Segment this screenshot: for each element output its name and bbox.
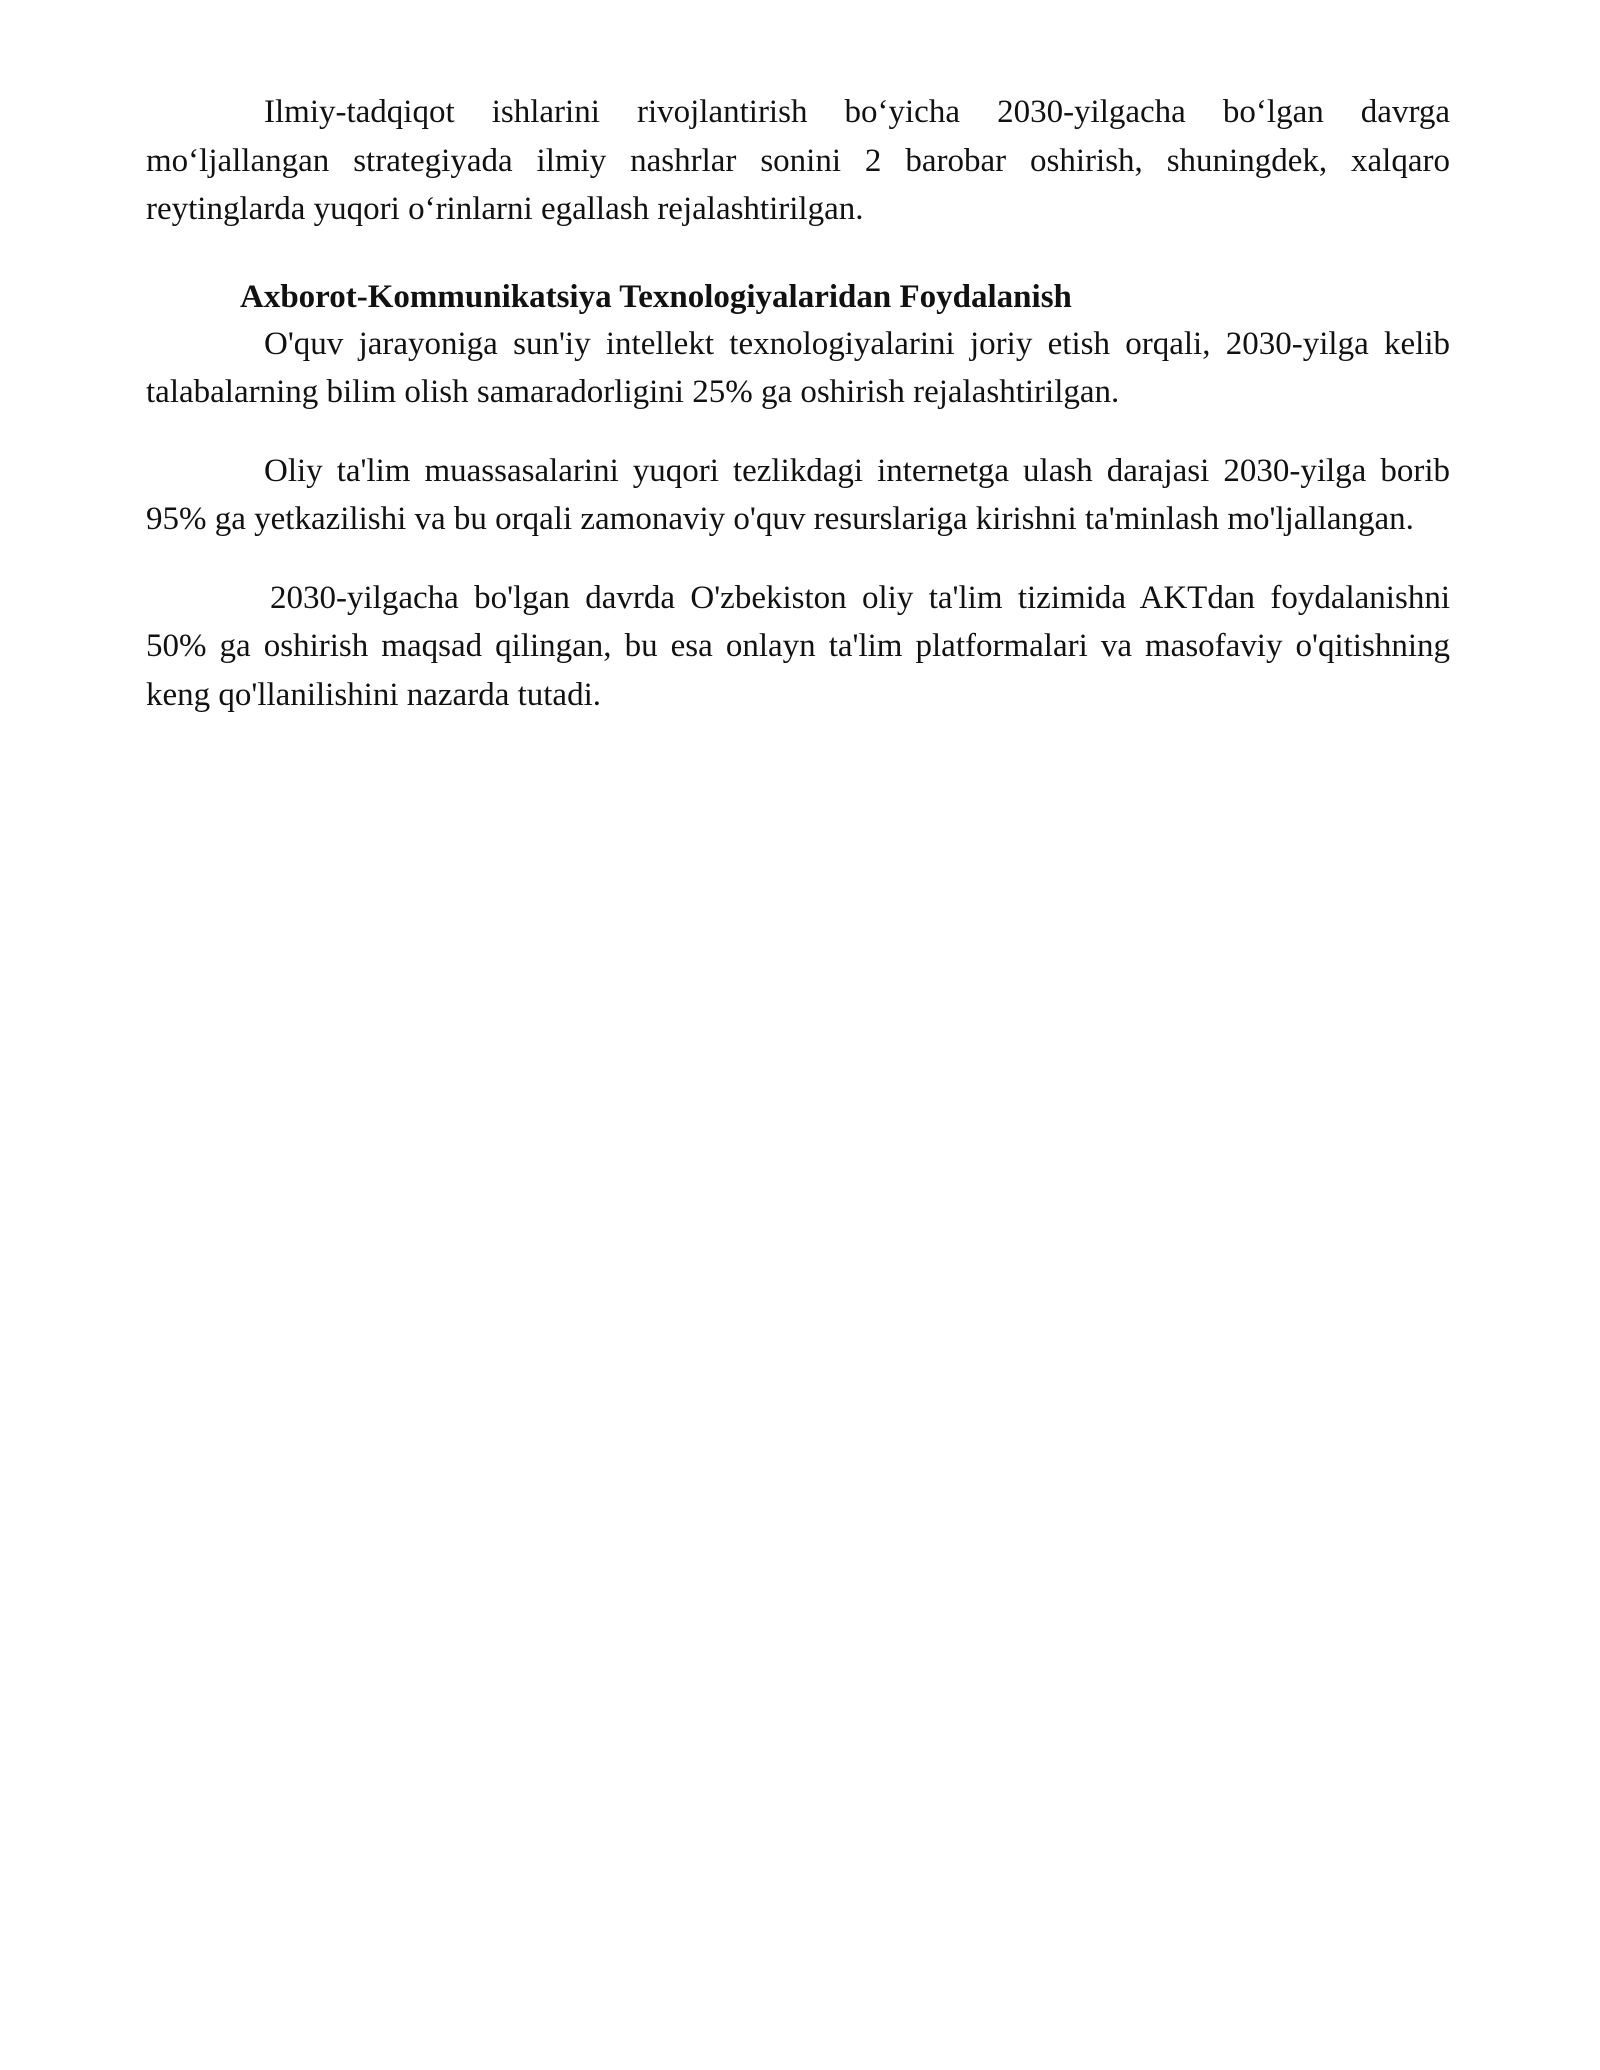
paragraph-research-strategy: Ilmiy-tadqiqot ishlarini rivojlantirish bo‘yicha 2030-yilgacha bo‘lgan davrga mo‘ljallangan strategiyada ilmiy nashrlar sonini 2 barobar oshirish, shuningdek, xalqaro reytinglarda yuqori o‘rinlarni egallash rejalashtirilgan. [146,94,1450,227]
section-heading: Axborot-Kommunikatsiya Texnologiyalaridan Foydalanish [240,278,1072,315]
document-body [146,88,1450,719]
paragraph-internet-connectivity: Oliy ta'lim muassasalarini yuqori tezlikdagi internetga ulash darajasi 2030-yilga borib 95% ga yetkazilishi va bu orqali zamonaviy o'quv resurslariga kirishni ta'minlash mo'ljallangan. [146,452,1450,537]
paragraph-ai-technologies: O'quv jarayoniga sun'iy intellekt texnologiyalarini joriy etish orqali, 2030-yilga kelib talabalarning bilim olish samaradorligini 25% ga oshirish rejalashtirilgan. [146,325,1450,410]
paragraph-ict-usage: 2030-yilgacha bo'lgan davrda O'zbekiston oliy ta'lim tizimida AKTdan foydalanishni 50% ga oshirish maqsad qilingan, bu esa onlayn ta'lim platformalari va masofaviy o'qitishning keng qo'llanilishini nazarda tutadi. [146,579,1450,713]
